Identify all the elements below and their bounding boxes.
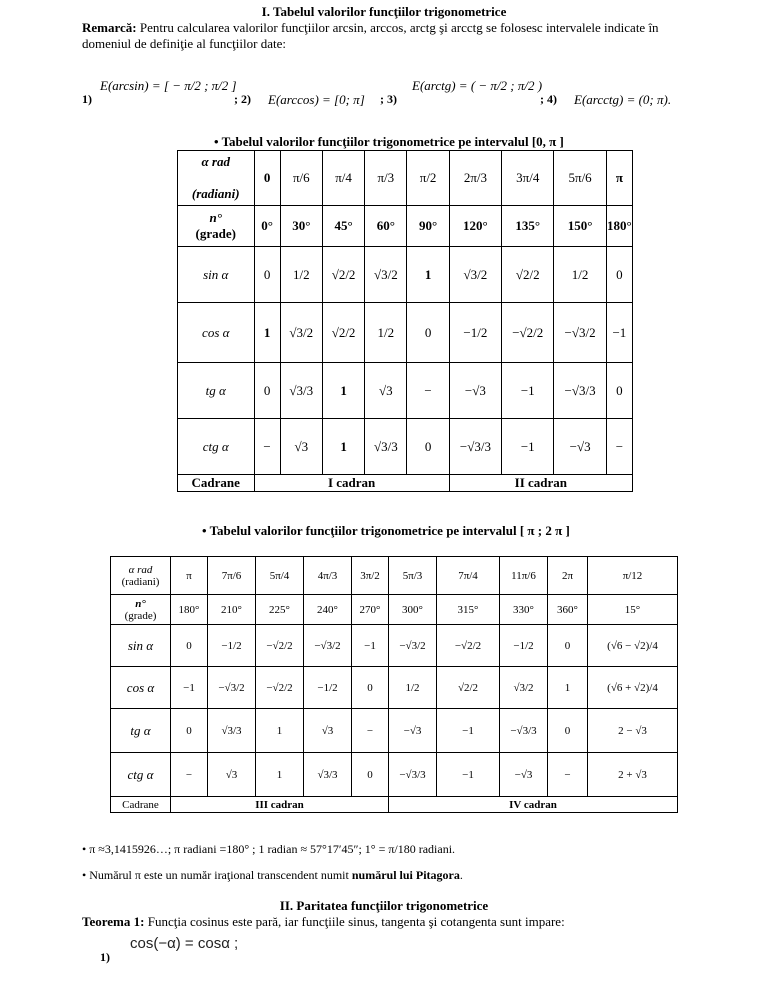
t2-quadrant-row [111, 797, 678, 813]
t1-cell: −1/2 [449, 303, 501, 363]
t2-cell: √3/3 [304, 753, 352, 797]
item-3-label: ; 3) [380, 92, 397, 106]
t2-row-label: ctg α [111, 753, 171, 797]
t1-deg-cell: 150° [554, 206, 606, 247]
remark-text: Pentru calcularea valorilor funcţiilor arcsin, arccos, arctg şi arcctg se folosesc intervalele indicate în [139, 20, 659, 35]
t2-cell: √3/2 [500, 667, 548, 709]
remark-label: Remarcă: [82, 20, 137, 35]
t2-deg-cell: 300° [389, 595, 437, 625]
t2-cell: √3/3 [208, 709, 256, 753]
t1-rad-cell: 3π/4 [502, 151, 554, 206]
t2-cell: −√3/2 [208, 667, 256, 709]
t1-row-cos [178, 303, 633, 363]
t1-row-ctg [178, 419, 633, 475]
t1-head-deg: n° (grade) [178, 206, 255, 247]
t1-row-tg [178, 363, 633, 419]
t2-cell: −1/2 [208, 625, 256, 667]
t2-cell: √3 [304, 709, 352, 753]
t1-cell: 0 [254, 247, 280, 303]
t1-row-label: sin α [178, 247, 255, 303]
t1-quadrant-row [178, 475, 633, 492]
t2-cell: −√3/2 [304, 625, 352, 667]
trig-table-pi-2pi [110, 556, 678, 813]
t1-rad-cell: π/4 [322, 151, 364, 206]
t1-cell: √3 [365, 363, 407, 419]
t2-row-label: cos α [111, 667, 171, 709]
t2-cell: √2/2 [437, 667, 500, 709]
t1-cell: 1 [322, 363, 364, 419]
t2-cell: 2 − √3 [588, 709, 678, 753]
t2-cell: √3 [208, 753, 256, 797]
t2-head-deg: n° (grade) [111, 595, 171, 625]
item-2-label: ; 2) [234, 92, 251, 106]
t1-deg-cell: 135° [502, 206, 554, 247]
t2-deg-cell: 15° [588, 595, 678, 625]
t1-deg-cell: 90° [407, 206, 449, 247]
t1-cell: −√3 [554, 419, 606, 475]
t2-row-cos [111, 667, 678, 709]
t2-deg-row [111, 595, 678, 625]
trig-table-0-pi [177, 150, 633, 492]
t1-deg-cell: 180° [606, 206, 632, 247]
t1-row-label: tg α [178, 363, 255, 419]
t2-rad-cell: π/12 [588, 557, 678, 595]
t1-rad-cell: π/6 [280, 151, 322, 206]
parity-item-1-label: 1) [100, 950, 110, 964]
t2-cell: −√2/2 [437, 625, 500, 667]
t1-cell: √2/2 [502, 247, 554, 303]
table-2-caption: • Tabelul valorilor funcţiilor trigonometrice pe intervalul [ π ; 2 π ] [202, 523, 570, 538]
t2-cell: (√6 + √2)/4 [588, 667, 678, 709]
t2-cell: 1 [548, 667, 588, 709]
t2-cell: 1 [256, 709, 304, 753]
t1-deg-row [178, 206, 633, 247]
t2-row-label: tg α [111, 709, 171, 753]
t1-head-rad: α rad (radiani) [178, 151, 255, 206]
t1-cell: √3/3 [280, 363, 322, 419]
t1-cell: 1/2 [365, 303, 407, 363]
irrational-suffix: . [459, 868, 463, 882]
t2-rad-cell: 2π [548, 557, 588, 595]
t2-cell: 1 [256, 753, 304, 797]
t1-rad-row [178, 151, 633, 206]
t1-rad-cell: 0 [254, 151, 280, 206]
t2-deg-cell: 330° [500, 595, 548, 625]
t1-cell: −√3/3 [554, 363, 606, 419]
t2-cell: −√3/3 [500, 709, 548, 753]
t2-cell: −1/2 [500, 625, 548, 667]
t1-cell: − [606, 419, 632, 475]
t2-cell: 0 [352, 753, 389, 797]
t2-cell: −1 [437, 753, 500, 797]
t2-row-ctg [111, 753, 678, 797]
t1-cell: 1/2 [280, 247, 322, 303]
t2-quadrant-4: IV cadran [389, 797, 678, 813]
t1-cell: 0 [254, 363, 280, 419]
item-4-label: ; 4) [540, 92, 557, 106]
t1-cell: −√2/2 [502, 303, 554, 363]
t2-cell: − [352, 709, 389, 753]
t1-cell: 1 [407, 247, 449, 303]
theorem-label: Teorema 1: [82, 914, 145, 929]
t2-cell: −√3 [389, 709, 437, 753]
t1-cell: √3/2 [365, 247, 407, 303]
t1-row-sin [178, 247, 633, 303]
t1-cell: −1 [606, 303, 632, 363]
theorem-text: Funcţia cosinus este pară, iar funcţiile sinus, tangenta şi cotangenta sunt impare: [147, 914, 565, 929]
t1-row-label: ctg α [178, 419, 255, 475]
t2-deg-cell: 225° [256, 595, 304, 625]
t2-quadrant-label: Cadrane [111, 797, 171, 813]
t1-cell: 0 [606, 247, 632, 303]
t2-cell: 0 [352, 667, 389, 709]
t2-rad-cell: 5π/4 [256, 557, 304, 595]
t2-deg-cell: 315° [437, 595, 500, 625]
t1-deg-cell: 45° [322, 206, 364, 247]
t2-quadrant-3: III cadran [171, 797, 389, 813]
t1-row-label: cos α [178, 303, 255, 363]
t1-cell: −√3/2 [554, 303, 606, 363]
remark-line-2: domeniul de definiţie al funcţiilor date: [82, 36, 286, 51]
t2-cell: −√3/3 [389, 753, 437, 797]
t2-row-tg [111, 709, 678, 753]
t1-rad-cell: 2π/3 [449, 151, 501, 206]
t1-rad-cell: 5π/6 [554, 151, 606, 206]
t1-cell: −1 [502, 363, 554, 419]
t2-rad-cell: 11π/6 [500, 557, 548, 595]
formula-arcctg: E(arcctg) = (0; π). [574, 92, 672, 107]
t2-row-sin [111, 625, 678, 667]
t2-cell: −1/2 [304, 667, 352, 709]
t1-cell: 1 [322, 419, 364, 475]
section-1-title: I. Tabelul valorilor funcţiilor trigonometrice [261, 4, 507, 19]
t2-cell: 0 [171, 625, 208, 667]
t1-cell: 0 [606, 363, 632, 419]
t1-cell: √2/2 [322, 303, 364, 363]
t1-quadrant-2: II cadran [449, 475, 632, 492]
t1-rad-cell: π [606, 151, 632, 206]
t1-rad-cell: π/3 [365, 151, 407, 206]
t1-cell: − [254, 419, 280, 475]
t1-cell: 0 [407, 303, 449, 363]
cos-parity-formula: cos(−α) = cosα ; [130, 935, 239, 952]
t2-deg-cell: 210° [208, 595, 256, 625]
t2-cell: − [171, 753, 208, 797]
remark-line-1 [82, 20, 659, 36]
t1-deg-cell: 120° [449, 206, 501, 247]
t2-cell: 1/2 [389, 667, 437, 709]
t1-cell: 1/2 [554, 247, 606, 303]
t1-cell: √3/3 [365, 419, 407, 475]
t1-rad-cell: π/2 [407, 151, 449, 206]
formula-row [82, 92, 92, 107]
irrational-prefix: • Numărul π este un număr iraţional transcendent numit [82, 868, 352, 882]
t2-cell: −√3 [500, 753, 548, 797]
formula-arcsin: E(arcsin) = [ − π/2 ; π/2 ] [100, 78, 237, 93]
t1-quadrant-1: I cadran [254, 475, 449, 492]
t2-head-rad: α rad (radiani) [111, 557, 171, 595]
t2-deg-cell: 240° [304, 595, 352, 625]
t2-deg-cell: 180° [171, 595, 208, 625]
t2-rad-cell: 5π/3 [389, 557, 437, 595]
t1-cell: √3/2 [280, 303, 322, 363]
t1-deg-cell: 60° [365, 206, 407, 247]
t2-deg-cell: 360° [548, 595, 588, 625]
t2-rad-row [111, 557, 678, 595]
t1-cell: √3 [280, 419, 322, 475]
t1-cell: −1 [502, 419, 554, 475]
t1-cell: √2/2 [322, 247, 364, 303]
t1-deg-cell: 0° [254, 206, 280, 247]
t2-cell: −√2/2 [256, 625, 304, 667]
t2-cell: 0 [548, 625, 588, 667]
t1-cell: √3/2 [449, 247, 501, 303]
table-1-caption: • Tabelul valorilor funcţiilor trigonometrice pe intervalul [0, π ] [214, 134, 564, 149]
t2-cell: 0 [171, 709, 208, 753]
t2-cell: −√2/2 [256, 667, 304, 709]
t2-rad-cell: π [171, 557, 208, 595]
t2-cell: (√6 − √2)/4 [588, 625, 678, 667]
pythagoras-number: numărul lui Pitagora [351, 868, 460, 882]
t1-cell: −√3/3 [449, 419, 501, 475]
t2-cell: −√3/2 [389, 625, 437, 667]
t1-quadrant-label: Cadrane [178, 475, 255, 492]
t1-cell: −√3 [449, 363, 501, 419]
t1-cell: 0 [407, 419, 449, 475]
t2-cell: 0 [548, 709, 588, 753]
t1-cell: − [407, 363, 449, 419]
item-1-label: 1) [82, 92, 92, 106]
section-2-title: II. Paritatea funcţiilor trigonometrice [279, 898, 489, 913]
t2-cell: −1 [437, 709, 500, 753]
t2-cell: −1 [171, 667, 208, 709]
t2-cell: 2 + √3 [588, 753, 678, 797]
theorem-line [82, 914, 565, 930]
formula-arctg: E(arctg) = ( − π/2 ; π/2 ) [412, 78, 543, 93]
irrational-note [82, 868, 463, 883]
t1-cell: 1 [254, 303, 280, 363]
t2-rad-cell: 4π/3 [304, 557, 352, 595]
t2-row-label: sin α [111, 625, 171, 667]
pi-note: • π ≈3,1415926…; π radiani =180° ; 1 radian ≈ 57°17′45″; 1° = π/180 radiani. [82, 842, 456, 856]
t2-rad-cell: 7π/6 [208, 557, 256, 595]
t2-cell: −1 [352, 625, 389, 667]
t1-deg-cell: 30° [280, 206, 322, 247]
t2-rad-cell: 7π/4 [437, 557, 500, 595]
t2-deg-cell: 270° [352, 595, 389, 625]
t2-rad-cell: 3π/2 [352, 557, 389, 595]
t2-cell: − [548, 753, 588, 797]
formula-arccos: E(arccos) = [0; π] [268, 92, 365, 107]
